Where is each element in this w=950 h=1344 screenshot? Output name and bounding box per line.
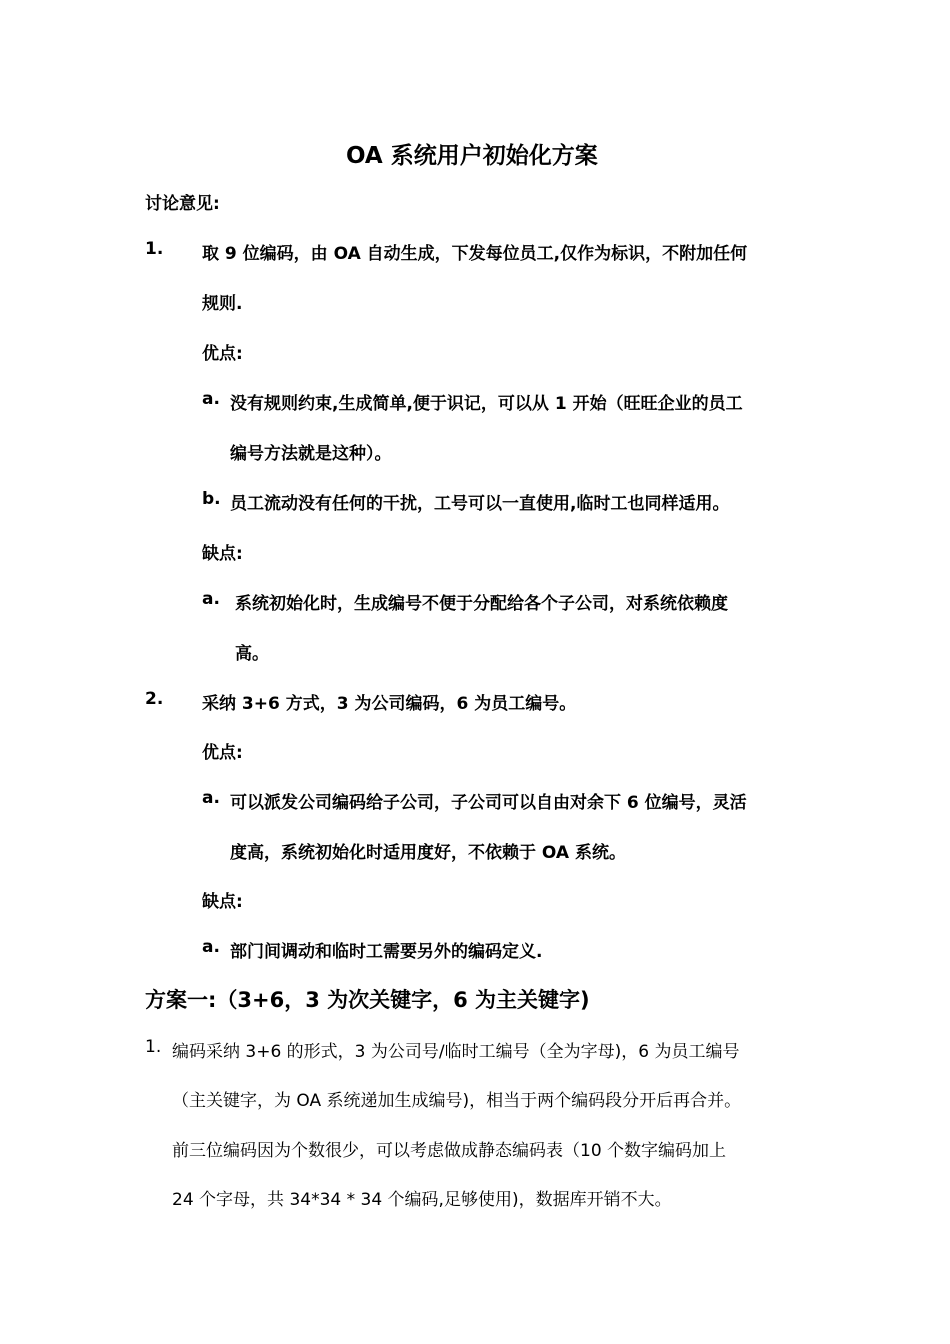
discussion-heading: 讨论意见: bbox=[145, 194, 220, 214]
item-2-con-a-marker: a. bbox=[202, 937, 220, 957]
item-1-con-a-marker: a. bbox=[202, 589, 220, 609]
item-1-line-2: 规则. bbox=[202, 294, 243, 314]
plan-1-heading: 方案一:（3+6，3 为次关键字，6 为主关键字) bbox=[145, 988, 590, 1012]
item-1-pro-b-line-1: 员工流动没有任何的干扰，工号可以一直使用,临时工也同样适用。 bbox=[230, 494, 730, 514]
item-1-con-a-line-1: 系统初始化时，生成编号不便于分配给各个子公司，对系统依赖度 bbox=[235, 594, 728, 614]
item-2-pro-a-line-2: 度高，系统初始化时适用度好，不依赖于 OA 系统。 bbox=[230, 843, 626, 863]
plan-1-line-3: 前三位编码因为个数很少，可以考虑做成静态编码表（10 个数字编码加上 bbox=[172, 1141, 727, 1161]
item-1-pros-label: 优点: bbox=[202, 344, 243, 364]
plan-1-line-2: （主关键字，为 OA 系统递加生成编号)，相当于两个编码段分开后再合并。 bbox=[172, 1091, 742, 1111]
item-2-cons-label: 缺点: bbox=[202, 892, 243, 912]
plan-1-line-4: 24 个字母，共 34*34 * 34 个编码,足够使用)，数据库开销不大。 bbox=[172, 1190, 672, 1210]
item-1-number: 1. bbox=[145, 239, 164, 259]
item-2-line-1: 采纳 3+6 方式，3 为公司编码，6 为员工编号。 bbox=[202, 694, 577, 714]
plan-1-item-number: 1. bbox=[145, 1037, 162, 1057]
item-2-pro-a-line-1: 可以派发公司编码给子公司，子公司可以自由对余下 6 位编号，灵活 bbox=[230, 793, 747, 813]
item-1-pro-a-line-1: 没有规则约束,生成简单,便于识记，可以从 1 开始（旺旺企业的员工 bbox=[230, 394, 743, 414]
item-2-pro-a-marker: a. bbox=[202, 788, 220, 808]
item-1-line-1: 取 9 位编码，由 OA 自动生成，下发每位员工,仅作为标识，不附加任何 bbox=[202, 244, 748, 264]
item-2-number: 2. bbox=[145, 689, 164, 709]
item-2-con-a-line-1: 部门间调动和临时工需要另外的编码定义. bbox=[230, 942, 543, 962]
item-1-pro-a-line-2: 编号方法就是这种）。 bbox=[230, 444, 392, 464]
item-2-pros-label: 优点: bbox=[202, 743, 243, 763]
document-title: OA 系统用户初始化方案 bbox=[346, 143, 598, 169]
plan-1-line-1: 编码采纳 3+6 的形式，3 为公司号/临时工编号（全为字母)，6 为员工编号 bbox=[172, 1042, 740, 1062]
item-1-pro-a-marker: a. bbox=[202, 389, 220, 409]
item-1-cons-label: 缺点: bbox=[202, 544, 243, 564]
item-1-con-a-line-2: 高。 bbox=[235, 644, 269, 664]
item-1-pro-b-marker: b. bbox=[202, 489, 221, 509]
